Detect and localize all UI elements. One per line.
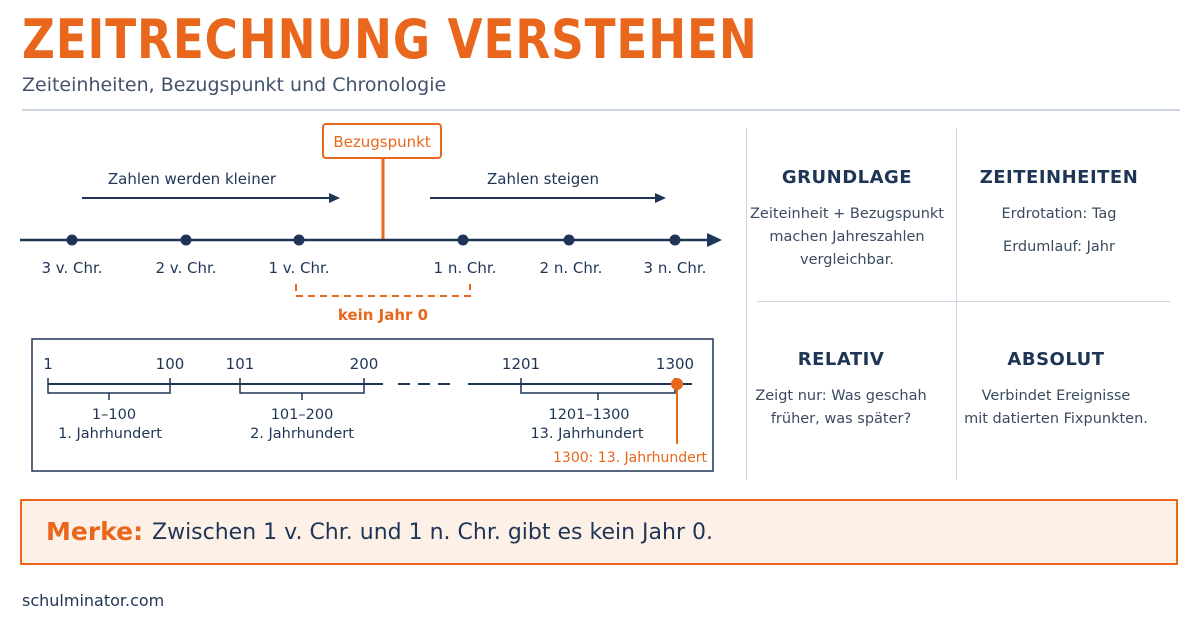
- century-range: 1201–1300: [548, 407, 630, 423]
- year-dot: [458, 235, 469, 246]
- no-zero-bracket: [296, 284, 470, 296]
- card-line: Zeiteinheit + Bezugspunkt: [750, 206, 944, 222]
- year-dot: [564, 235, 575, 246]
- card-line: Erdrotation: Tag: [1001, 206, 1117, 222]
- century-name: 2. Jahrhundert: [250, 426, 354, 442]
- card-line: Erdumlauf: Jahr: [1003, 239, 1115, 255]
- no-zero-label: kein Jahr 0: [337, 306, 429, 324]
- century-name: 1. Jahrhundert: [58, 426, 162, 442]
- century-name: 13. Jahrhundert: [530, 426, 644, 442]
- right-arrow-head: [655, 193, 666, 203]
- card-title: GRUNDLAGE: [781, 167, 913, 188]
- card-line: Zeigt nur: Was geschah: [755, 388, 927, 404]
- year-dot: [181, 235, 192, 246]
- card-title: ZEITEINHEITEN: [979, 167, 1139, 188]
- year-dot: [294, 235, 305, 246]
- year-label: 3 n. Chr.: [643, 259, 707, 277]
- timeline-diagram: [0, 0, 745, 490]
- card-absolut: [951, 349, 1161, 431]
- timeline-arrow-head: [707, 233, 722, 247]
- merke-box: [20, 499, 1178, 565]
- card-line: früher, was später?: [770, 411, 912, 427]
- century-range: 101–200: [270, 407, 334, 423]
- card-zeiteinheiten: [954, 167, 1164, 259]
- year-label: 1 v. Chr.: [268, 259, 330, 277]
- left-arrow-head: [329, 193, 340, 203]
- card-grundlage: [742, 167, 952, 272]
- card-relativ: [736, 349, 946, 431]
- card-line: Verbindet Ereignisse: [981, 388, 1131, 404]
- reference-point-label: Bezugspunkt: [333, 133, 431, 151]
- panel-divider-horizontal: [757, 301, 1170, 302]
- century-tick-label: 1300: [655, 355, 695, 373]
- year-label: 2 v. Chr.: [155, 259, 217, 277]
- left-arrow-label: Zahlen werden kleiner: [107, 170, 277, 188]
- century-tick-label: 101: [225, 355, 255, 373]
- right-arrow-label: Zahlen steigen: [487, 170, 599, 188]
- century-range: 1–100: [91, 407, 137, 423]
- merke-text: Zwischen 1 v. Chr. und 1 n. Chr. gibt es kein Jahr 0.: [152, 520, 713, 545]
- year-label: 1 n. Chr.: [433, 259, 497, 277]
- card-title: RELATIV: [797, 349, 885, 370]
- card-line: vergleichbar.: [800, 252, 894, 268]
- year-dot: [67, 235, 78, 246]
- year-dot: [670, 235, 681, 246]
- year-label: 2 n. Chr.: [539, 259, 603, 277]
- page-subtitle: Zeiteinheiten, Bezugspunkt und Chronologie: [22, 74, 447, 96]
- merke-label: Merke:: [46, 517, 144, 546]
- highlight-label: 1300: 13. Jahrhundert: [553, 450, 707, 466]
- card-line: machen Jahreszahlen: [769, 229, 925, 245]
- century-tick-label: 200: [349, 355, 379, 373]
- card-line: mit datierten Fixpunkten.: [964, 411, 1148, 427]
- highlight-dot: [671, 378, 683, 390]
- card-title: ABSOLUT: [1007, 349, 1105, 370]
- century-tick-label: 1: [43, 355, 53, 373]
- century-tick-label: 100: [155, 355, 185, 373]
- year-label: 3 v. Chr.: [41, 259, 103, 277]
- footer-source: schulminator.com: [22, 591, 165, 610]
- page-title: ZEITRECHNUNG VERSTEHEN: [22, 8, 758, 71]
- century-tick-label: 1201: [501, 355, 541, 373]
